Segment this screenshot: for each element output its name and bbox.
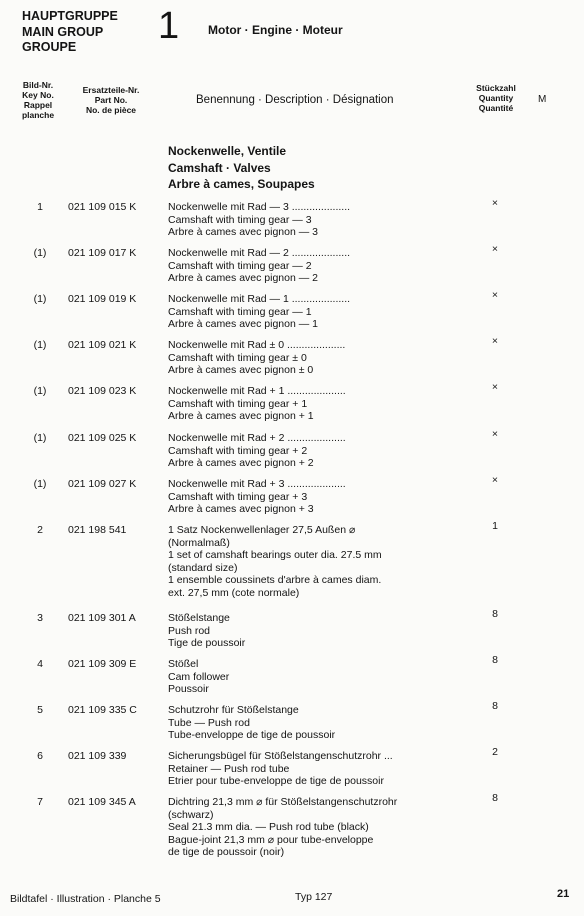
part-number: 021 109 025 K: [68, 432, 137, 444]
part-number: 021 109 301 A: [68, 612, 136, 624]
description: Nockenwelle mit Rad — 3 .................... Camshaft with timing gear — 3 Arbre à cames avec pignon — 3: [168, 201, 351, 238]
main-group-label: [22, 9, 118, 56]
quantity: ×: [491, 243, 499, 255]
quantity: ×: [491, 381, 499, 393]
part-number: 021 109 017 K: [68, 247, 137, 259]
footer-type: Typ 127: [295, 891, 333, 903]
group-line-fr: GROUPE: [22, 40, 77, 54]
description: Nockenwelle mit Rad — 2 .................... Camshaft with timing gear — 2 Arbre à cames avec pignon — 2: [168, 247, 351, 284]
quantity: ×: [491, 335, 499, 347]
key-number: (1): [33, 478, 47, 490]
part-number: 021 109 345 A: [68, 796, 136, 808]
description: Sicherungsbügel für Stößelstangenschutzrohr ... Retainer — Push rod tube Etrier pour tube-enveloppe de tige de poussoir: [168, 750, 393, 787]
quantity: 8: [492, 792, 498, 804]
description: Nockenwelle mit Rad + 1 .................... Camshaft with timing gear + 1 Arbre à cames avec pignon + 1: [168, 385, 346, 422]
part-number: 021 109 027 K: [68, 478, 137, 490]
section-title: Nockenwelle, Ventile Camshaft · Valves Arbre à cames, Soupapes: [168, 144, 315, 191]
quantity: 8: [492, 608, 498, 620]
column-header-description: Benennung · Description · Désignation: [196, 94, 394, 106]
key-number: 3: [37, 612, 43, 624]
description: Nockenwelle mit Rad + 3 .................... Camshaft with timing gear + 3 Arbre à cames avec pignon + 3: [168, 478, 346, 515]
footer-illustration-ref: Bildtafel · Illustration · Planche 5: [10, 893, 161, 905]
part-number: 021 198 541: [68, 524, 127, 536]
part-number: 021 109 015 K: [68, 201, 137, 213]
quantity: 8: [492, 700, 498, 712]
key-number: 7: [37, 796, 43, 808]
column-header-part: Ersatzteile-Nr. Part No. No. de pièce: [82, 85, 140, 115]
part-number: 021 109 335 C: [68, 704, 137, 716]
group-line-en: MAIN GROUP: [22, 24, 104, 39]
description: Stößelstange Push rod Tige de poussoir: [168, 612, 246, 649]
part-number: 021 109 339: [68, 750, 127, 762]
part-number: 021 109 021 K: [68, 339, 137, 351]
column-header-quantity: Stückzahl Quantity Quantité: [476, 83, 516, 113]
quantity: ×: [491, 474, 499, 486]
description: Nockenwelle mit Rad — 1 .................... Camshaft with timing gear — 1 Arbre à cames avec pignon — 1: [168, 293, 351, 330]
key-number: 6: [37, 750, 43, 762]
key-number: (1): [33, 385, 47, 397]
description: Nockenwelle mit Rad + 2 .................... Camshaft with timing gear + 2 Arbre à cames avec pignon + 2: [168, 432, 346, 469]
key-number: (1): [33, 339, 47, 351]
key-number: (1): [33, 432, 47, 444]
quantity: 8: [492, 654, 498, 666]
key-number: (1): [33, 247, 47, 259]
part-number: 021 109 023 K: [68, 385, 137, 397]
group-line-de: HAUPTGRUPPE: [22, 9, 118, 23]
key-number: 2: [37, 524, 43, 536]
quantity: ×: [491, 428, 499, 440]
quantity: ×: [491, 289, 499, 301]
description: 1 Satz Nockenwellenlager 27,5 Außen ⌀ (Normalmaß) 1 set of camshaft bearings outer dia. 27.5 mm (standard size) 1 ensemble coussinets d'arbre à cames diam. ext. 27,5 mm (cote normale): [168, 524, 382, 599]
quantity: ×: [491, 197, 499, 209]
column-header-m: M: [538, 94, 547, 105]
part-number: 021 109 019 K: [68, 293, 137, 305]
description: Schutzrohr für Stößelstange Tube — Push rod Tube-enveloppe de tige de poussoir: [168, 704, 336, 741]
description: Stößel Cam follower Poussoir: [168, 658, 230, 695]
quantity: 2: [492, 746, 498, 758]
description: Dichtring 21,3 mm ⌀ für Stößelstangenschutzrohr (schwarz) Seal 21.3 mm dia. — Push rod tube (black) Bague-joint 21,3 mm ⌀ pour tube-enveloppe de tige de poussoir (noir): [168, 796, 398, 858]
key-number: 5: [37, 704, 43, 716]
group-number: 1: [158, 5, 180, 47]
key-number: 4: [37, 658, 43, 670]
key-number: 1: [37, 201, 43, 213]
key-number: (1): [33, 293, 47, 305]
group-title: Motor · Engine · Moteur: [208, 23, 343, 37]
description: Nockenwelle mit Rad ± 0 .................... Camshaft with timing gear ± 0 Arbre à cames avec pignon ± 0: [168, 339, 346, 376]
part-number: 021 109 309 E: [68, 658, 137, 670]
column-header-bild: Bild-Nr. Key No. Rappel planche: [21, 80, 55, 120]
quantity: 1: [492, 520, 498, 532]
page-number: 21: [557, 888, 570, 900]
